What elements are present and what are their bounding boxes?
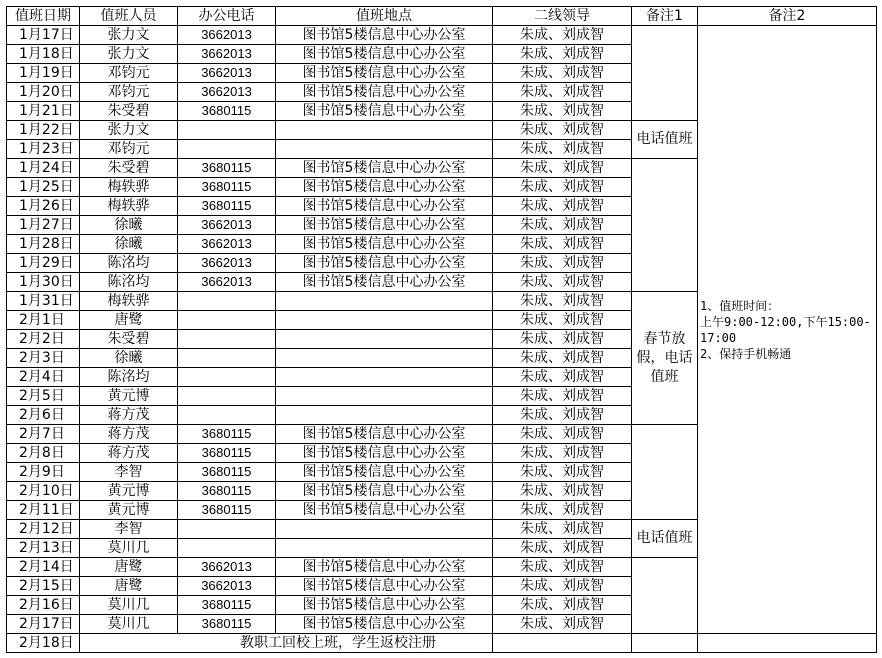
phone-cell[interactable]: 3680115 bbox=[178, 444, 276, 463]
header-phone[interactable]: 办公电话 bbox=[178, 7, 276, 26]
leaders-cell[interactable]: 朱成、刘成智 bbox=[493, 83, 632, 102]
leaders-cell[interactable]: 朱成、刘成智 bbox=[493, 501, 632, 520]
date-cell[interactable]: 1月24日 bbox=[7, 159, 80, 178]
note1-cell[interactable] bbox=[632, 558, 698, 634]
date-cell[interactable]: 1月29日 bbox=[7, 254, 80, 273]
footer-note2-cell[interactable] bbox=[698, 634, 877, 653]
person-cell[interactable]: 徐曦 bbox=[80, 349, 178, 368]
person-cell[interactable]: 徐曦 bbox=[80, 235, 178, 254]
date-cell[interactable]: 2月10日 bbox=[7, 482, 80, 501]
person-cell[interactable]: 黄元博 bbox=[80, 387, 178, 406]
date-cell[interactable]: 1月21日 bbox=[7, 102, 80, 121]
phone-cell[interactable]: 3680115 bbox=[178, 425, 276, 444]
location-cell[interactable]: 图书馆5楼信息中心办公室 bbox=[276, 83, 493, 102]
table-body bbox=[7, 26, 877, 653]
person-cell[interactable]: 李智 bbox=[80, 463, 178, 482]
phone-cell[interactable]: 3662013 bbox=[178, 83, 276, 102]
footer-date-cell[interactable]: 2月18日 bbox=[7, 634, 80, 653]
person-cell[interactable]: 张力文 bbox=[80, 26, 178, 45]
location-cell[interactable]: 图书馆5楼信息中心办公室 bbox=[276, 254, 493, 273]
location-cell[interactable]: 图书馆5楼信息中心办公室 bbox=[276, 577, 493, 596]
phone-cell[interactable]: 3680115 bbox=[178, 197, 276, 216]
duty-schedule-table bbox=[6, 6, 877, 653]
date-cell[interactable]: 2月4日 bbox=[7, 368, 80, 387]
date-cell[interactable]: 1月26日 bbox=[7, 197, 80, 216]
phone-cell[interactable] bbox=[178, 311, 276, 330]
note2-cell[interactable] bbox=[698, 26, 877, 634]
note1-cell[interactable] bbox=[632, 121, 698, 159]
leaders-cell[interactable]: 朱成、刘成智 bbox=[493, 178, 632, 197]
note1-cell[interactable] bbox=[632, 26, 698, 121]
date-cell[interactable]: 2月11日 bbox=[7, 501, 80, 520]
location-cell[interactable]: 图书馆5楼信息中心办公室 bbox=[276, 482, 493, 501]
person-cell[interactable]: 蒋方茂 bbox=[80, 406, 178, 425]
location-cell[interactable]: 图书馆5楼信息中心办公室 bbox=[276, 235, 493, 254]
date-cell[interactable]: 2月13日 bbox=[7, 539, 80, 558]
header-note2[interactable]: 备注2 bbox=[698, 7, 877, 26]
note1-text: 电话值班 bbox=[636, 131, 693, 147]
footer-note1-cell[interactable] bbox=[632, 634, 698, 653]
date-cell[interactable]: 2月7日 bbox=[7, 425, 80, 444]
phone-cell[interactable] bbox=[178, 406, 276, 425]
location-cell[interactable]: 图书馆5楼信息中心办公室 bbox=[276, 463, 493, 482]
footer-row bbox=[7, 634, 877, 653]
note1-text: 春节放假，电话值班 bbox=[636, 330, 693, 385]
location-cell[interactable] bbox=[276, 520, 493, 539]
location-cell[interactable] bbox=[276, 121, 493, 140]
note1-text: 电话值班 bbox=[636, 530, 693, 546]
date-cell[interactable]: 2月12日 bbox=[7, 520, 80, 539]
person-cell[interactable]: 梅轶骅 bbox=[80, 197, 178, 216]
phone-cell[interactable] bbox=[178, 140, 276, 159]
location-cell[interactable]: 图书馆5楼信息中心办公室 bbox=[276, 159, 493, 178]
location-cell[interactable]: 图书馆5楼信息中心办公室 bbox=[276, 444, 493, 463]
date-cell[interactable]: 2月5日 bbox=[7, 387, 80, 406]
footer-leaders-cell[interactable] bbox=[493, 634, 632, 653]
person-cell[interactable]: 朱受碧 bbox=[80, 159, 178, 178]
date-cell[interactable]: 1月18日 bbox=[7, 45, 80, 64]
leaders-cell[interactable]: 朱成、刘成智 bbox=[493, 197, 632, 216]
phone-cell[interactable]: 3680115 bbox=[178, 463, 276, 482]
date-cell[interactable]: 2月9日 bbox=[7, 463, 80, 482]
leaders-cell[interactable]: 朱成、刘成智 bbox=[493, 330, 632, 349]
person-cell[interactable]: 朱受碧 bbox=[80, 102, 178, 121]
phone-cell[interactable] bbox=[178, 387, 276, 406]
person-cell[interactable]: 邓钧元 bbox=[80, 64, 178, 83]
leaders-cell[interactable]: 朱成、刘成智 bbox=[493, 520, 632, 539]
person-cell[interactable]: 张力文 bbox=[80, 45, 178, 64]
leaders-cell[interactable]: 朱成、刘成智 bbox=[493, 615, 632, 634]
date-cell[interactable]: 1月23日 bbox=[7, 140, 80, 159]
person-cell[interactable]: 莫川几 bbox=[80, 539, 178, 558]
phone-cell[interactable] bbox=[178, 520, 276, 539]
phone-cell[interactable] bbox=[178, 292, 276, 311]
person-cell[interactable]: 张力文 bbox=[80, 121, 178, 140]
note2-line1: 1、值班时间： bbox=[700, 298, 780, 313]
location-cell[interactable] bbox=[276, 330, 493, 349]
person-cell[interactable]: 黄元博 bbox=[80, 482, 178, 501]
phone-cell[interactable]: 3680115 bbox=[178, 615, 276, 634]
leaders-cell[interactable]: 朱成、刘成智 bbox=[493, 102, 632, 121]
phone-cell[interactable]: 3662013 bbox=[178, 45, 276, 64]
location-cell[interactable] bbox=[276, 311, 493, 330]
location-cell[interactable]: 图书馆5楼信息中心办公室 bbox=[276, 26, 493, 45]
note2-line2: 上午9:00-12:00,下午15:00-17:00 bbox=[700, 314, 871, 345]
location-cell[interactable]: 图书馆5楼信息中心办公室 bbox=[276, 425, 493, 444]
location-cell[interactable] bbox=[276, 292, 493, 311]
phone-cell[interactable]: 3662013 bbox=[178, 577, 276, 596]
location-cell[interactable]: 图书馆5楼信息中心办公室 bbox=[276, 501, 493, 520]
person-cell[interactable]: 唐鹭 bbox=[80, 558, 178, 577]
phone-cell[interactable] bbox=[178, 539, 276, 558]
header-note1[interactable]: 备注1 bbox=[632, 7, 698, 26]
person-cell[interactable]: 唐鹭 bbox=[80, 577, 178, 596]
location-cell[interactable] bbox=[276, 387, 493, 406]
person-cell[interactable]: 陈洺均 bbox=[80, 254, 178, 273]
table-row bbox=[7, 26, 877, 45]
phone-cell[interactable]: 3680115 bbox=[178, 501, 276, 520]
date-cell[interactable]: 2月1日 bbox=[7, 311, 80, 330]
leaders-cell[interactable]: 朱成、刘成智 bbox=[493, 425, 632, 444]
date-cell[interactable]: 2月16日 bbox=[7, 596, 80, 615]
phone-cell[interactable]: 3662013 bbox=[178, 64, 276, 83]
leaders-cell[interactable]: 朱成、刘成智 bbox=[493, 368, 632, 387]
header-date[interactable]: 值班日期 bbox=[7, 7, 80, 26]
person-cell[interactable]: 莫川几 bbox=[80, 615, 178, 634]
leaders-cell[interactable]: 朱成、刘成智 bbox=[493, 254, 632, 273]
note1-cell[interactable] bbox=[632, 520, 698, 558]
person-cell[interactable]: 邓钧元 bbox=[80, 83, 178, 102]
location-cell[interactable]: 图书馆5楼信息中心办公室 bbox=[276, 596, 493, 615]
header-row bbox=[7, 7, 877, 26]
leaders-cell[interactable]: 朱成、刘成智 bbox=[493, 26, 632, 45]
leaders-cell[interactable]: 朱成、刘成智 bbox=[493, 64, 632, 83]
person-cell[interactable]: 梅轶骅 bbox=[80, 178, 178, 197]
location-cell[interactable]: 图书馆5楼信息中心办公室 bbox=[276, 197, 493, 216]
leaders-cell[interactable]: 朱成、刘成智 bbox=[493, 482, 632, 501]
person-cell[interactable]: 黄元博 bbox=[80, 501, 178, 520]
note1-cell[interactable] bbox=[632, 425, 698, 520]
date-cell[interactable]: 2月3日 bbox=[7, 349, 80, 368]
leaders-cell[interactable]: 朱成、刘成智 bbox=[493, 558, 632, 577]
date-cell[interactable]: 1月31日 bbox=[7, 292, 80, 311]
date-cell[interactable]: 1月27日 bbox=[7, 216, 80, 235]
person-cell[interactable]: 梅轶骅 bbox=[80, 292, 178, 311]
date-cell[interactable]: 1月28日 bbox=[7, 235, 80, 254]
leaders-cell[interactable]: 朱成、刘成智 bbox=[493, 292, 632, 311]
leaders-cell[interactable]: 朱成、刘成智 bbox=[493, 311, 632, 330]
date-cell[interactable]: 1月30日 bbox=[7, 273, 80, 292]
leaders-cell[interactable]: 朱成、刘成智 bbox=[493, 349, 632, 368]
phone-cell[interactable] bbox=[178, 368, 276, 387]
phone-cell[interactable]: 3680115 bbox=[178, 482, 276, 501]
note2-line3: 2、保持手机畅通 bbox=[700, 346, 792, 361]
person-cell[interactable]: 蒋方茂 bbox=[80, 444, 178, 463]
date-cell[interactable]: 1月25日 bbox=[7, 178, 80, 197]
phone-cell[interactable] bbox=[178, 121, 276, 140]
header-leaders[interactable]: 二线领导 bbox=[493, 7, 632, 26]
date-cell[interactable]: 2月15日 bbox=[7, 577, 80, 596]
phone-cell[interactable]: 3662013 bbox=[178, 26, 276, 45]
person-cell[interactable]: 李智 bbox=[80, 520, 178, 539]
leaders-cell[interactable]: 朱成、刘成智 bbox=[493, 463, 632, 482]
location-cell[interactable]: 图书馆5楼信息中心办公室 bbox=[276, 615, 493, 634]
location-cell[interactable] bbox=[276, 140, 493, 159]
location-cell[interactable] bbox=[276, 539, 493, 558]
phone-cell[interactable]: 3680115 bbox=[178, 159, 276, 178]
person-cell[interactable]: 蒋方茂 bbox=[80, 425, 178, 444]
leaders-cell[interactable]: 朱成、刘成智 bbox=[493, 387, 632, 406]
leaders-cell[interactable]: 朱成、刘成智 bbox=[493, 45, 632, 64]
location-cell[interactable]: 图书馆5楼信息中心办公室 bbox=[276, 102, 493, 121]
date-cell[interactable]: 1月20日 bbox=[7, 83, 80, 102]
leaders-cell[interactable]: 朱成、刘成智 bbox=[493, 444, 632, 463]
phone-cell[interactable] bbox=[178, 330, 276, 349]
note1-cell[interactable] bbox=[632, 159, 698, 292]
note1-cell[interactable] bbox=[632, 292, 698, 425]
person-cell[interactable]: 邓钧元 bbox=[80, 140, 178, 159]
location-cell[interactable] bbox=[276, 349, 493, 368]
location-cell[interactable]: 图书馆5楼信息中心办公室 bbox=[276, 45, 493, 64]
date-cell[interactable]: 2月6日 bbox=[7, 406, 80, 425]
date-cell[interactable]: 2月8日 bbox=[7, 444, 80, 463]
phone-cell[interactable]: 3662013 bbox=[178, 254, 276, 273]
location-cell[interactable] bbox=[276, 406, 493, 425]
phone-cell[interactable]: 3662013 bbox=[178, 235, 276, 254]
header-person[interactable]: 值班人员 bbox=[80, 7, 178, 26]
leaders-cell[interactable]: 朱成、刘成智 bbox=[493, 140, 632, 159]
location-cell[interactable]: 图书馆5楼信息中心办公室 bbox=[276, 216, 493, 235]
phone-cell[interactable]: 3680115 bbox=[178, 596, 276, 615]
location-cell[interactable]: 图书馆5楼信息中心办公室 bbox=[276, 64, 493, 83]
leaders-cell[interactable]: 朱成、刘成智 bbox=[493, 216, 632, 235]
footer-text-cell[interactable]: 教职工回校上班，学生返校注册 bbox=[80, 634, 493, 653]
leaders-cell[interactable]: 朱成、刘成智 bbox=[493, 577, 632, 596]
phone-cell[interactable]: 3662013 bbox=[178, 558, 276, 577]
location-cell[interactable] bbox=[276, 368, 493, 387]
leaders-cell[interactable]: 朱成、刘成智 bbox=[493, 159, 632, 178]
date-cell[interactable]: 1月22日 bbox=[7, 121, 80, 140]
date-cell[interactable]: 2月2日 bbox=[7, 330, 80, 349]
phone-cell[interactable]: 3662013 bbox=[178, 273, 276, 292]
phone-cell[interactable]: 3680115 bbox=[178, 178, 276, 197]
leaders-cell[interactable]: 朱成、刘成智 bbox=[493, 596, 632, 615]
person-cell[interactable]: 朱受碧 bbox=[80, 330, 178, 349]
person-cell[interactable]: 陈洺均 bbox=[80, 273, 178, 292]
location-cell[interactable]: 图书馆5楼信息中心办公室 bbox=[276, 558, 493, 577]
location-cell[interactable]: 图书馆5楼信息中心办公室 bbox=[276, 273, 493, 292]
person-cell[interactable]: 莫川几 bbox=[80, 596, 178, 615]
person-cell[interactable]: 唐鹭 bbox=[80, 311, 178, 330]
date-cell[interactable]: 2月17日 bbox=[7, 615, 80, 634]
date-cell[interactable]: 1月17日 bbox=[7, 26, 80, 45]
leaders-cell[interactable]: 朱成、刘成智 bbox=[493, 235, 632, 254]
leaders-cell[interactable]: 朱成、刘成智 bbox=[493, 273, 632, 292]
leaders-cell[interactable]: 朱成、刘成智 bbox=[493, 121, 632, 140]
person-cell[interactable]: 徐曦 bbox=[80, 216, 178, 235]
date-cell[interactable]: 1月19日 bbox=[7, 64, 80, 83]
leaders-cell[interactable]: 朱成、刘成智 bbox=[493, 406, 632, 425]
phone-cell[interactable] bbox=[178, 349, 276, 368]
header-location[interactable]: 值班地点 bbox=[276, 7, 493, 26]
leaders-cell[interactable]: 朱成、刘成智 bbox=[493, 539, 632, 558]
location-cell[interactable]: 图书馆5楼信息中心办公室 bbox=[276, 178, 493, 197]
phone-cell[interactable]: 3662013 bbox=[178, 216, 276, 235]
date-cell[interactable]: 2月14日 bbox=[7, 558, 80, 577]
person-cell[interactable]: 陈洺均 bbox=[80, 368, 178, 387]
phone-cell[interactable]: 3680115 bbox=[178, 102, 276, 121]
